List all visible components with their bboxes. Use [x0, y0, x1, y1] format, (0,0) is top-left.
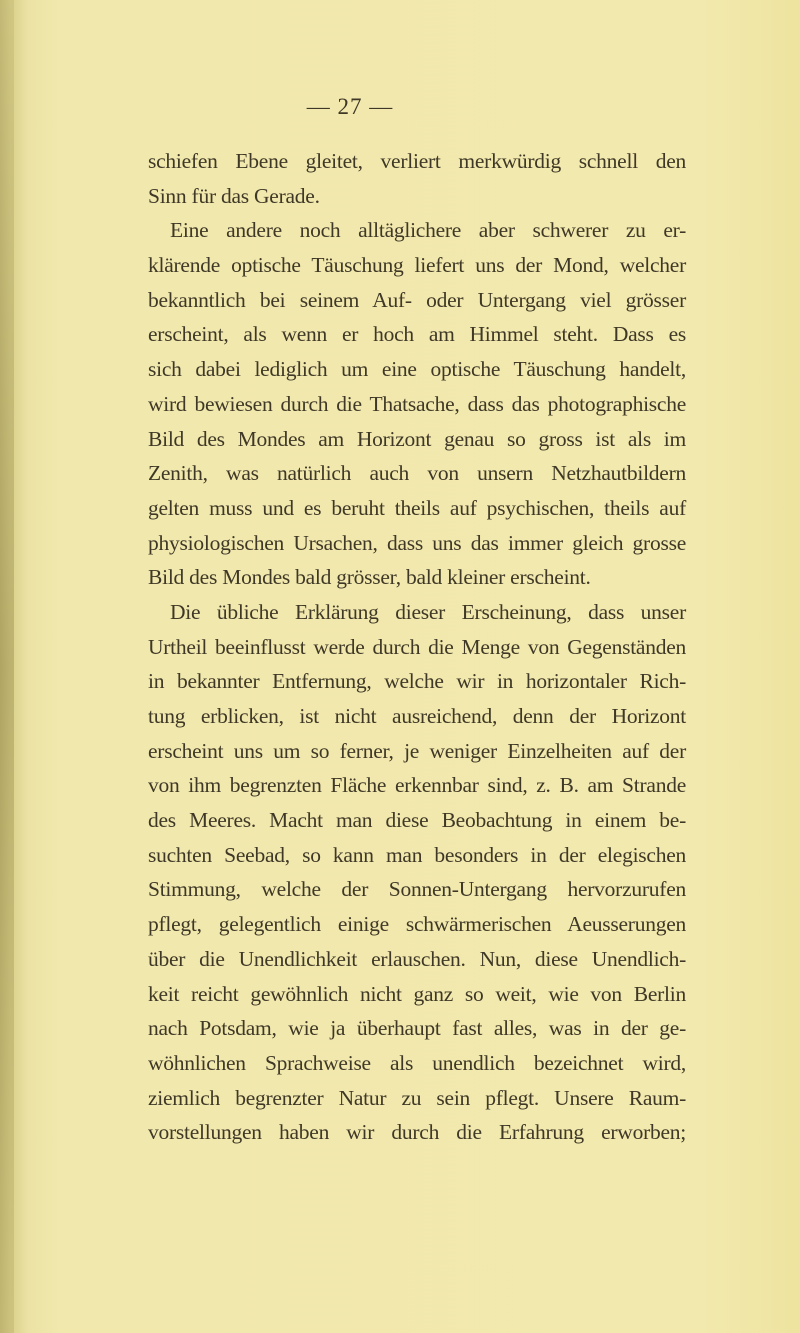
- body-text: [148, 144, 686, 1150]
- text-line: des Meeres. Macht man diese Beobachtung in einem be-: [148, 808, 686, 833]
- text-line: Sinn für das Gerade.: [148, 183, 320, 208]
- text-line: gelten muss und es beruht theils auf psychischen, theils auf: [148, 495, 686, 520]
- text-line: in bekannter Entfernung, welche wir in horizontaler Rich-: [148, 669, 686, 694]
- text-line: schiefen Ebene gleitet, verliert merkwürdig schnell den: [148, 149, 686, 173]
- text-line: erscheint, als wenn er hoch am Himmel steht. Dass es: [148, 322, 686, 347]
- text-line: Stimmung, welche der Sonnen-Untergang hervorzurufen: [148, 877, 686, 902]
- text-line: tung erblicken, ist nicht ausreichend, denn der Horizont: [148, 704, 686, 728]
- text-line: Urtheil beeinflusst werde durch die Menge von Gegenständen: [148, 634, 686, 659]
- text-line: vorstellungen haben wir durch die Erfahrung erworben;: [148, 1120, 686, 1145]
- page-edge-shadow: [0, 0, 14, 1333]
- text-line: pflegt, gelegentlich einige schwärmerischen Aeusserungen: [148, 912, 686, 937]
- text-line: wird bewiesen durch die Thatsache, dass das photographische: [148, 391, 686, 416]
- text-line: Bild des Mondes am Horizont genau so gross ist als im: [148, 426, 686, 451]
- text-line: Bild des Mondes bald grösser, bald kleiner erscheint.: [148, 565, 591, 590]
- text-line: Die übliche Erklärung dieser Erscheinung, dass unser: [170, 599, 686, 624]
- text-line: ziemlich begrenzter Natur zu sein pflegt. Unsere Raum-: [148, 1085, 686, 1110]
- text-line: Eine andere noch alltäglichere aber schwerer zu er-: [170, 218, 686, 243]
- text-line: klärende optische Täuschung liefert uns der Mond, welcher: [148, 253, 686, 278]
- text-line: Zenith, was natürlich auch von unsern Netzhautbildern: [148, 461, 686, 486]
- text-line: wöhnlichen Sprachweise als unendlich bezeichnet wird,: [148, 1050, 686, 1075]
- text-line: physiologischen Ursachen, dass uns das immer gleich grosse: [148, 530, 686, 555]
- text-line: sich dabei lediglich um eine optische Täuschung handelt,: [148, 357, 686, 382]
- text-line: über die Unendlichkeit erlauschen. Nun, diese Unendlich-: [148, 946, 686, 971]
- page-number: — 27 —: [306, 94, 394, 119]
- text-line: von ihm begrenzten Fläche erkennbar sind, z. B. am Strande: [148, 773, 686, 798]
- text-line: suchten Seebad, so kann man besonders in der elegischen: [148, 842, 686, 867]
- text-line: nach Potsdam, wie ja überhaupt fast alles, was in der ge-: [148, 1016, 686, 1041]
- text-line: keit reicht gewöhnlich nicht ganz so weit, wie von Berlin: [148, 981, 686, 1006]
- text-line: erscheint uns um so ferner, je weniger Einzelheiten auf der: [148, 738, 686, 763]
- text-line: bekanntlich bei seinem Auf- oder Untergang viel grösser: [148, 287, 686, 312]
